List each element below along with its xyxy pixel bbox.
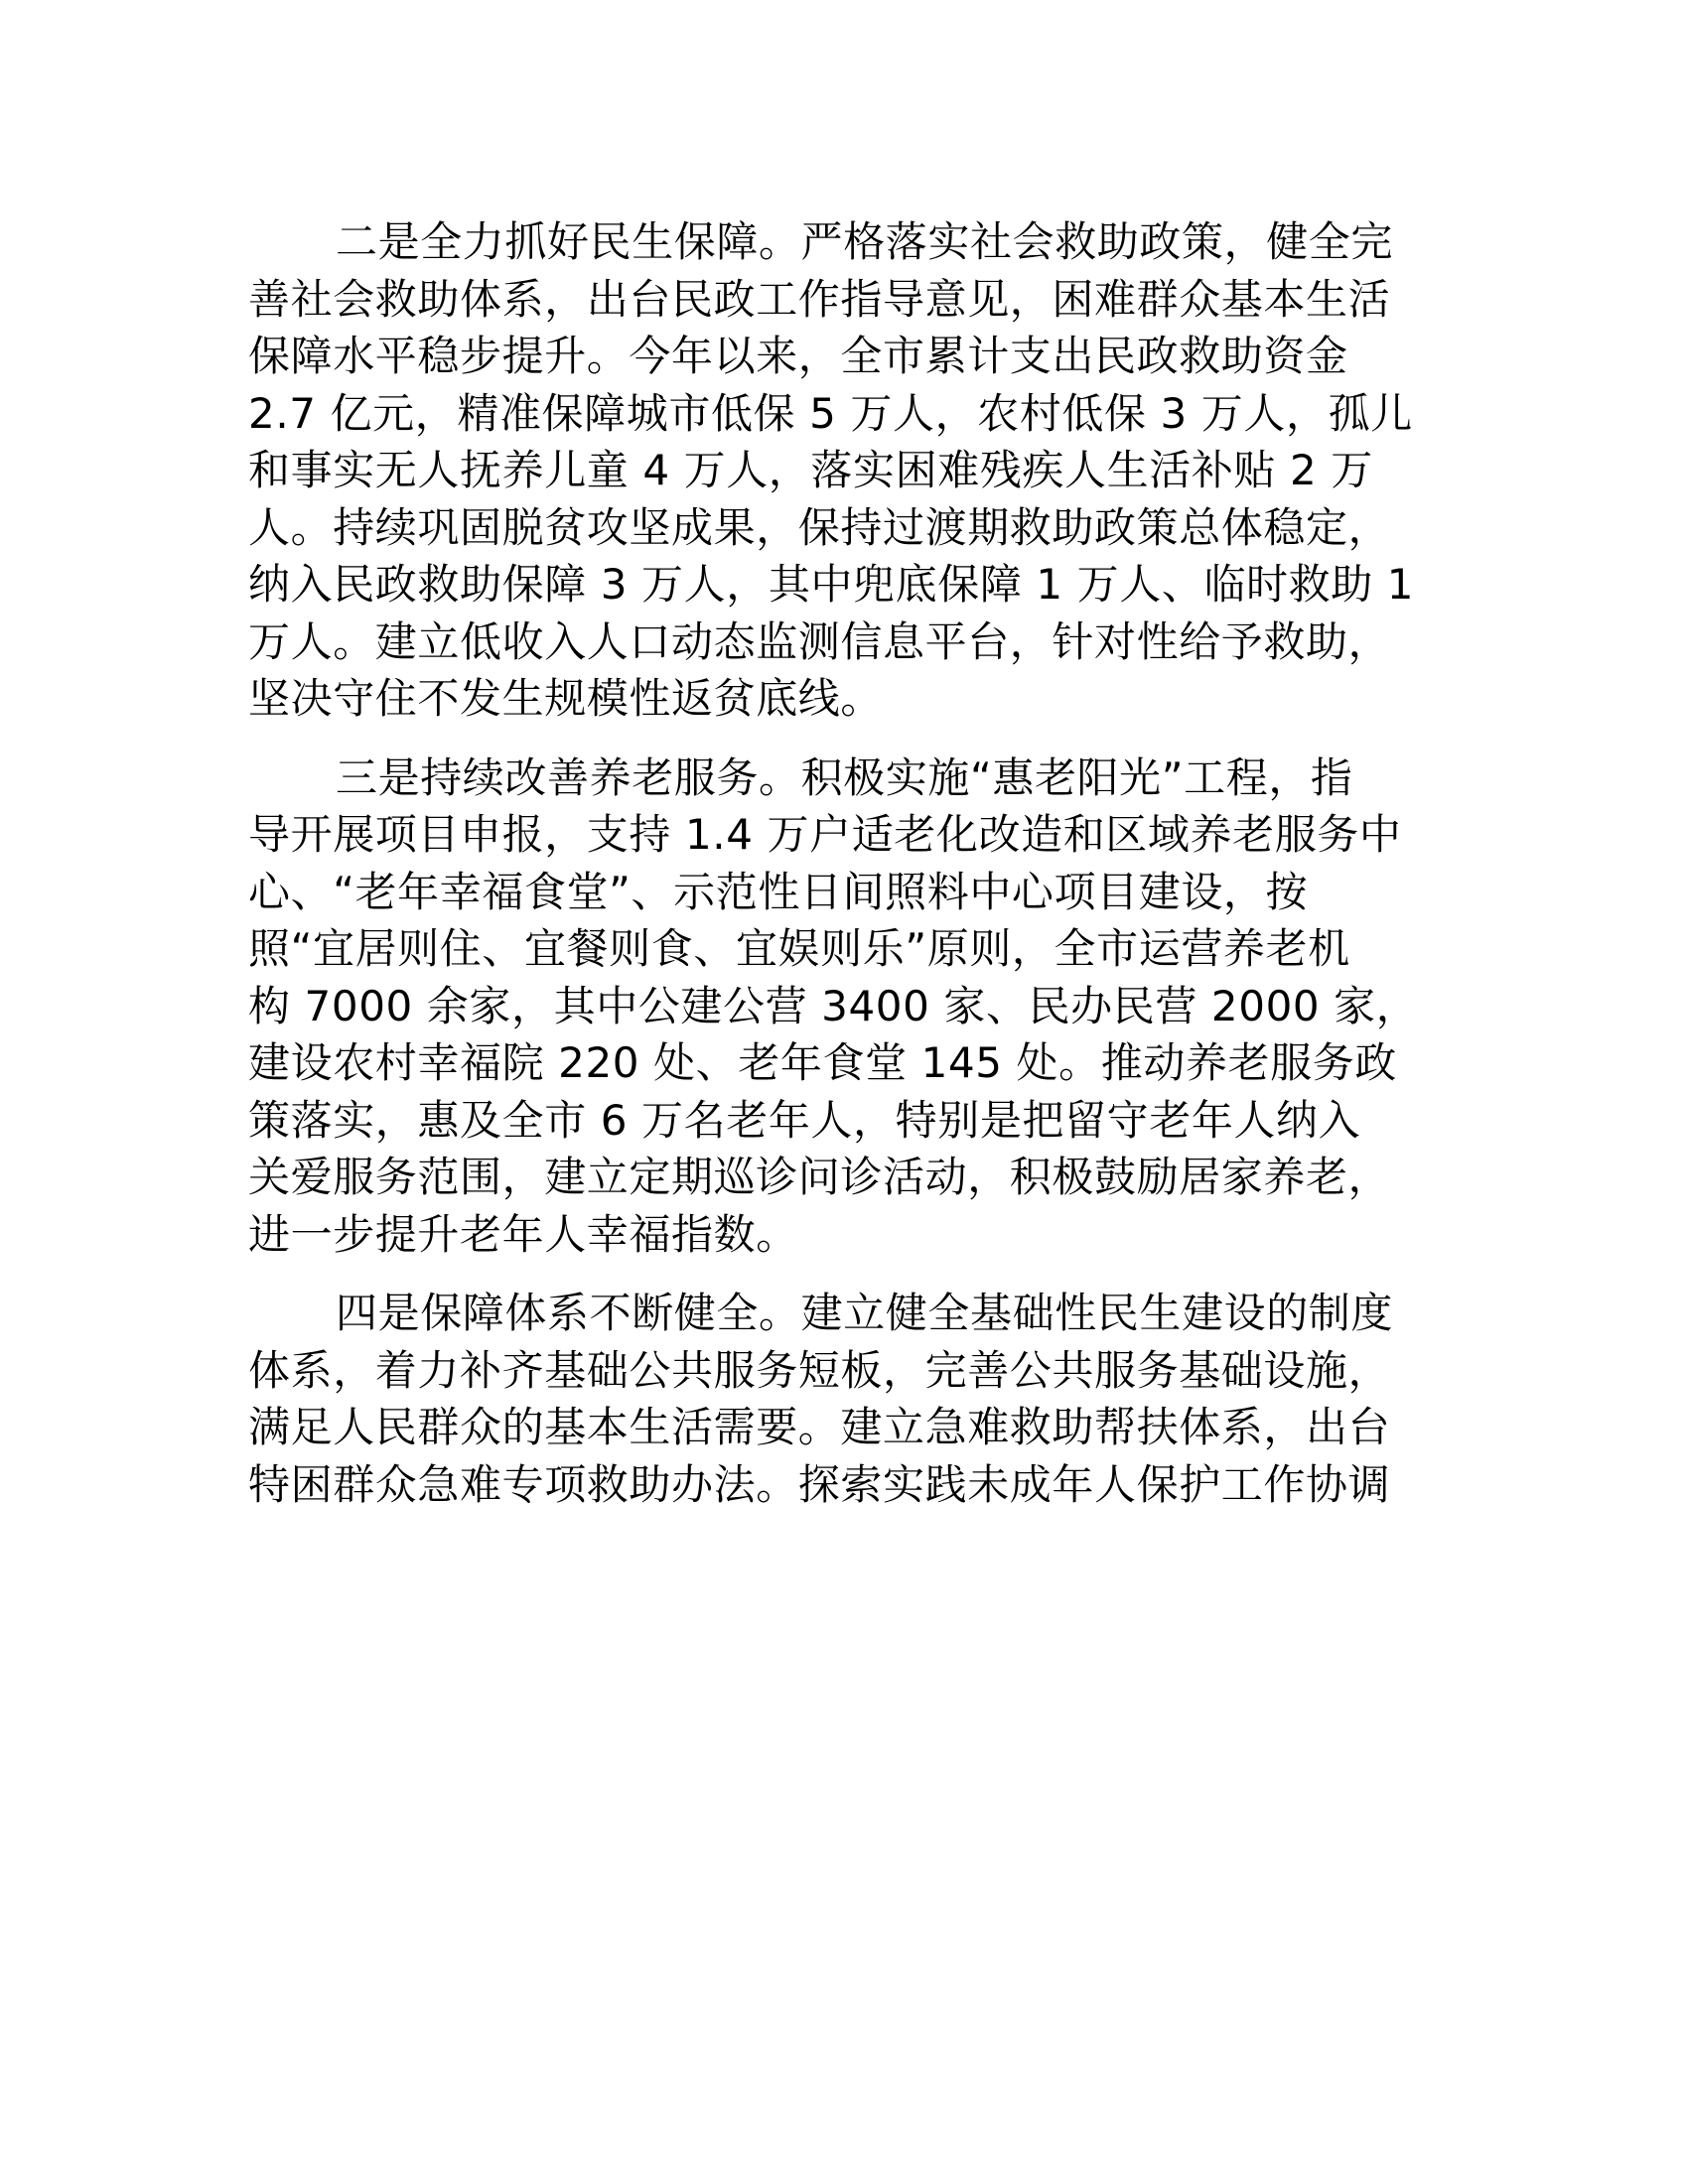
text-line: 心、“老年幸福食堂”、示范性日间照料中心项目建设，按 (248, 867, 1309, 916)
paragraph-security-system (248, 1285, 1440, 1513)
text-line: 策落实，惠及全市 6 万名老年人，特别是把留守老年人纳入 (248, 1095, 1361, 1145)
text-line: 2.7 亿元，精准保障城市低保 5 万人，农村低保 3 万人，孤儿 (248, 388, 1413, 438)
text-line: 照“宜居则住、宜餐则食、宜娱则乐”原则，全市运营养老机 (248, 924, 1350, 973)
text-line: 关爱服务范围，建立定期巡诊问诊活动，积极鼓励居家养老， (248, 1153, 1391, 1201)
text-line: 坚决守住不发生规模性返贫底线。 (248, 674, 884, 723)
text-line: 导开展项目申报，支持 1.4 万户适老化改造和区域养老服务中 (248, 810, 1402, 859)
text-line: 建设农村幸福院 220 处、老年食堂 145 处。推动养老服务政 (248, 1038, 1397, 1087)
text-line: 体系，着力补齐基础公共服务短板，完善公共服务基础设施， (248, 1345, 1391, 1395)
text-line: 纳入民政救助保障 3 万人，其中兜底保障 1 万人、临时救助 1 (248, 560, 1415, 609)
text-line: 万人。建立低收入人口动态监测信息平台，针对性给予救助， (248, 616, 1391, 666)
text-line: 特困群众急难专项救助办法。探索实践未成年人保护工作协调 (248, 1459, 1391, 1509)
text-line: 进一步提升老年人幸福指数。 (248, 1209, 798, 1259)
text-line: 善社会救助体系，出台民政工作指导意见，困难群众基本生活 (248, 274, 1391, 324)
text-line: 三是持续改善养老服务。积极实施“惠老阳光”工程，指 (336, 752, 1353, 802)
text-line: 四是保障体系不断健全。建立健全基础性民生建设的制度 (336, 1289, 1394, 1337)
text-line: 和事实无人抚养儿童 4 万人，落实困难残疾人生活补贴 2 万 (248, 446, 1373, 494)
paragraph-elderly-care (248, 750, 1440, 1264)
text-line: 二是全力抓好民生保障。严格落实社会救助政策，健全完 (336, 217, 1394, 266)
paragraph-livelihood-security (248, 213, 1440, 728)
text-line: 保障水平稳步提升。今年以来，全市累计支出民政救助资金 (248, 332, 1348, 380)
text-line: 满足人民群众的基本生活需要。建立急难救助帮扶体系，出台 (248, 1403, 1391, 1451)
text-line: 人。持续巩固脱贫攻坚成果，保持过渡期救助政策总体稳定， (248, 502, 1391, 552)
text-line: 构 7000 余家，其中公建公营 3400 家、民办民营 2000 家， (248, 981, 1419, 1030)
document-page (248, 213, 1440, 1513)
